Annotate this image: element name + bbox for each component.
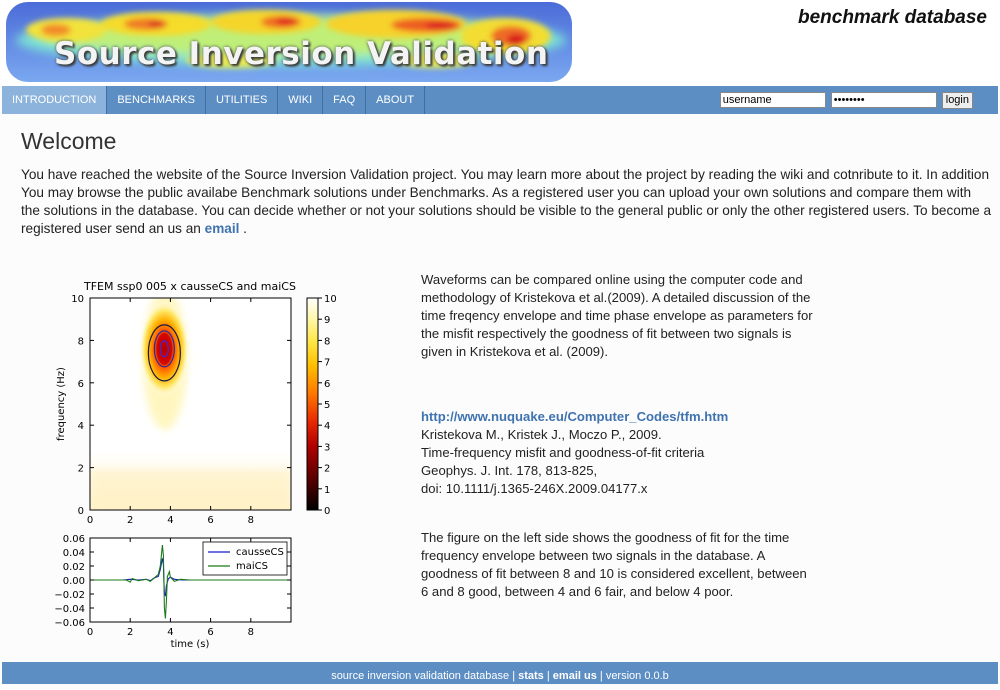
tfem-figure	[40, 270, 360, 655]
footer-separator: |	[596, 670, 606, 682]
colorbar-tick-label: 5	[324, 400, 331, 411]
waveform-y-tick-label: −0.04	[54, 604, 85, 615]
intro-tail: .	[239, 221, 247, 236]
legend-label-causseCS: causseCS	[236, 547, 284, 558]
heatmap-y-tick-label: 8	[77, 336, 84, 348]
site-banner	[0, 0, 1000, 86]
colorbar-tick-label: 7	[324, 357, 331, 369]
footer-separator: |	[543, 670, 553, 682]
colorbar-tick-label: 4	[324, 421, 331, 433]
reference-journal: Geophys. J. Int. 178, 813-825,	[421, 463, 598, 479]
main-navigation	[2, 86, 998, 114]
password-input[interactable]	[831, 92, 937, 108]
heatmap-peak-core	[156, 333, 172, 365]
page-footer	[2, 662, 998, 684]
figure-explanation: The figure on the left side shows the goodness of fit for the time frequency envelope between two signals in the database. A goodness of fit between 8 and 10 is considered excellent, between 6 and 8 good, between 4 and 6 fair, and below 4 poor.	[421, 530, 807, 600]
heatmap-x-tick-label: 6	[207, 515, 214, 526]
footer-version: version 0.0.b	[605, 670, 669, 682]
username-input[interactable]	[720, 92, 826, 108]
reference-title: Time-frequency misfit and goodness-of-fit criteria	[421, 445, 705, 461]
colorbar-tick-label: 6	[324, 378, 331, 390]
intro-text: You have reached the website of the Source Inversion Validation project. You may learn more about the project by reading the wiki and cotnribute to it. In addition You may browse the public availabe Benchmark solutions under Benchmarks. As a registered user you can upload your own solutions and compare them with the solutions in the database. You can decide whether or not your solutions should be visible to the general public or only the other registered users. To become a registered user send an us an	[21, 167, 992, 236]
page-title: Welcome	[21, 128, 117, 154]
footer-stats-link[interactable]: stats	[518, 670, 544, 682]
waveform-x-tick-label: 4	[167, 627, 174, 638]
login-button[interactable]: login	[942, 92, 973, 109]
waveform-y-tick-label: 0.04	[62, 548, 85, 559]
waveform-x-tick-label: 0	[86, 627, 94, 638]
heatmap-y-tick-label: 6	[77, 378, 84, 390]
colorbar-tick-label: 2	[324, 463, 331, 475]
heatmap-y-tick-label: 2	[77, 463, 84, 475]
heatmap-x-tick-label: 4	[167, 515, 174, 526]
waveform-y-tick-label: 0.00	[62, 576, 85, 587]
login-form	[720, 86, 998, 114]
footer-email-link[interactable]: email us	[552, 670, 597, 682]
nav-item-introduction[interactable]: INTRODUCTION	[2, 86, 107, 114]
nav-item-wiki[interactable]: WIKI	[278, 86, 323, 114]
waveform-y-tick-label: −0.06	[54, 618, 85, 629]
colorbar-ticks	[318, 294, 337, 517]
nav-item-about[interactable]: ABOUT	[366, 86, 425, 114]
email-link[interactable]: email	[204, 221, 240, 236]
heatmap-x-tick-label: 2	[127, 515, 134, 526]
reference-doi: doi: 10.1111/j.1365-246X.2009.04177.x	[421, 481, 648, 497]
waveform-x-tick-label: 2	[127, 627, 134, 638]
nav-item-benchmarks[interactable]: BENCHMARKS	[107, 86, 206, 114]
waveform-y-tick-label: 0.06	[62, 534, 85, 545]
heatmap-ylabel: frequency (Hz)	[56, 367, 67, 441]
heatmap-x-tick-label: 8	[247, 515, 254, 526]
footer-separator: |	[509, 670, 519, 682]
waveform-y-tick-label: 0.02	[62, 562, 85, 573]
reference-block	[421, 408, 817, 498]
site-subtitle: benchmark database	[797, 7, 987, 28]
colorbar-tick-label: 3	[324, 442, 331, 454]
waveform-xlabel: time (s)	[170, 639, 210, 650]
footer-site-name: source inversion validation database	[331, 670, 510, 682]
colorbar-tick-label: 10	[324, 294, 337, 305]
heatmap-y-tick-label: 4	[77, 421, 84, 433]
waveform-x-tick-label: 8	[247, 627, 254, 638]
colorbar-tick-label: 1	[324, 484, 331, 496]
colorbar-tick-label: 8	[324, 336, 331, 348]
waveform-y-tick-label: −0.02	[54, 590, 85, 601]
colorbar-tick-label: 9	[324, 315, 331, 327]
nav-item-utilities[interactable]: UTILITIES	[206, 86, 278, 114]
heatmap-title: TFEM ssp0 005 x causseCS and maiCS	[84, 280, 296, 293]
waveform-legend	[203, 542, 287, 575]
colorbar	[307, 298, 318, 510]
heatmap-y-tick-label: 0	[77, 506, 84, 517]
intro-paragraph	[21, 166, 993, 238]
waveform-description: Waveforms can be compared online using the computer code and methodology of Kristekova et al.(2009). A detailed discussion of the time freqency envelope and time phase envelope as parameters for the misfit respectively the goodness of fit between two signals is given in Kristekova et al. (2009).	[421, 272, 813, 360]
heatmap-y-tick-label: 10	[71, 294, 84, 305]
colorbar-tick-label: 0	[324, 506, 331, 517]
nav-item-faq[interactable]: FAQ	[323, 86, 366, 114]
legend-label-maiCS: maiCS	[236, 561, 268, 572]
reference-authors: Kristekova M., Kristek J., Moczo P., 2009.	[421, 427, 662, 443]
waveform-x-tick-label: 6	[207, 627, 214, 638]
tfm-code-link[interactable]: http://www.nuquake.eu/Computer_Codes/tfm.htm	[421, 409, 729, 424]
site-title: Source Inversion Validation	[54, 36, 549, 72]
heatmap-x-tick-label: 0	[86, 515, 94, 526]
